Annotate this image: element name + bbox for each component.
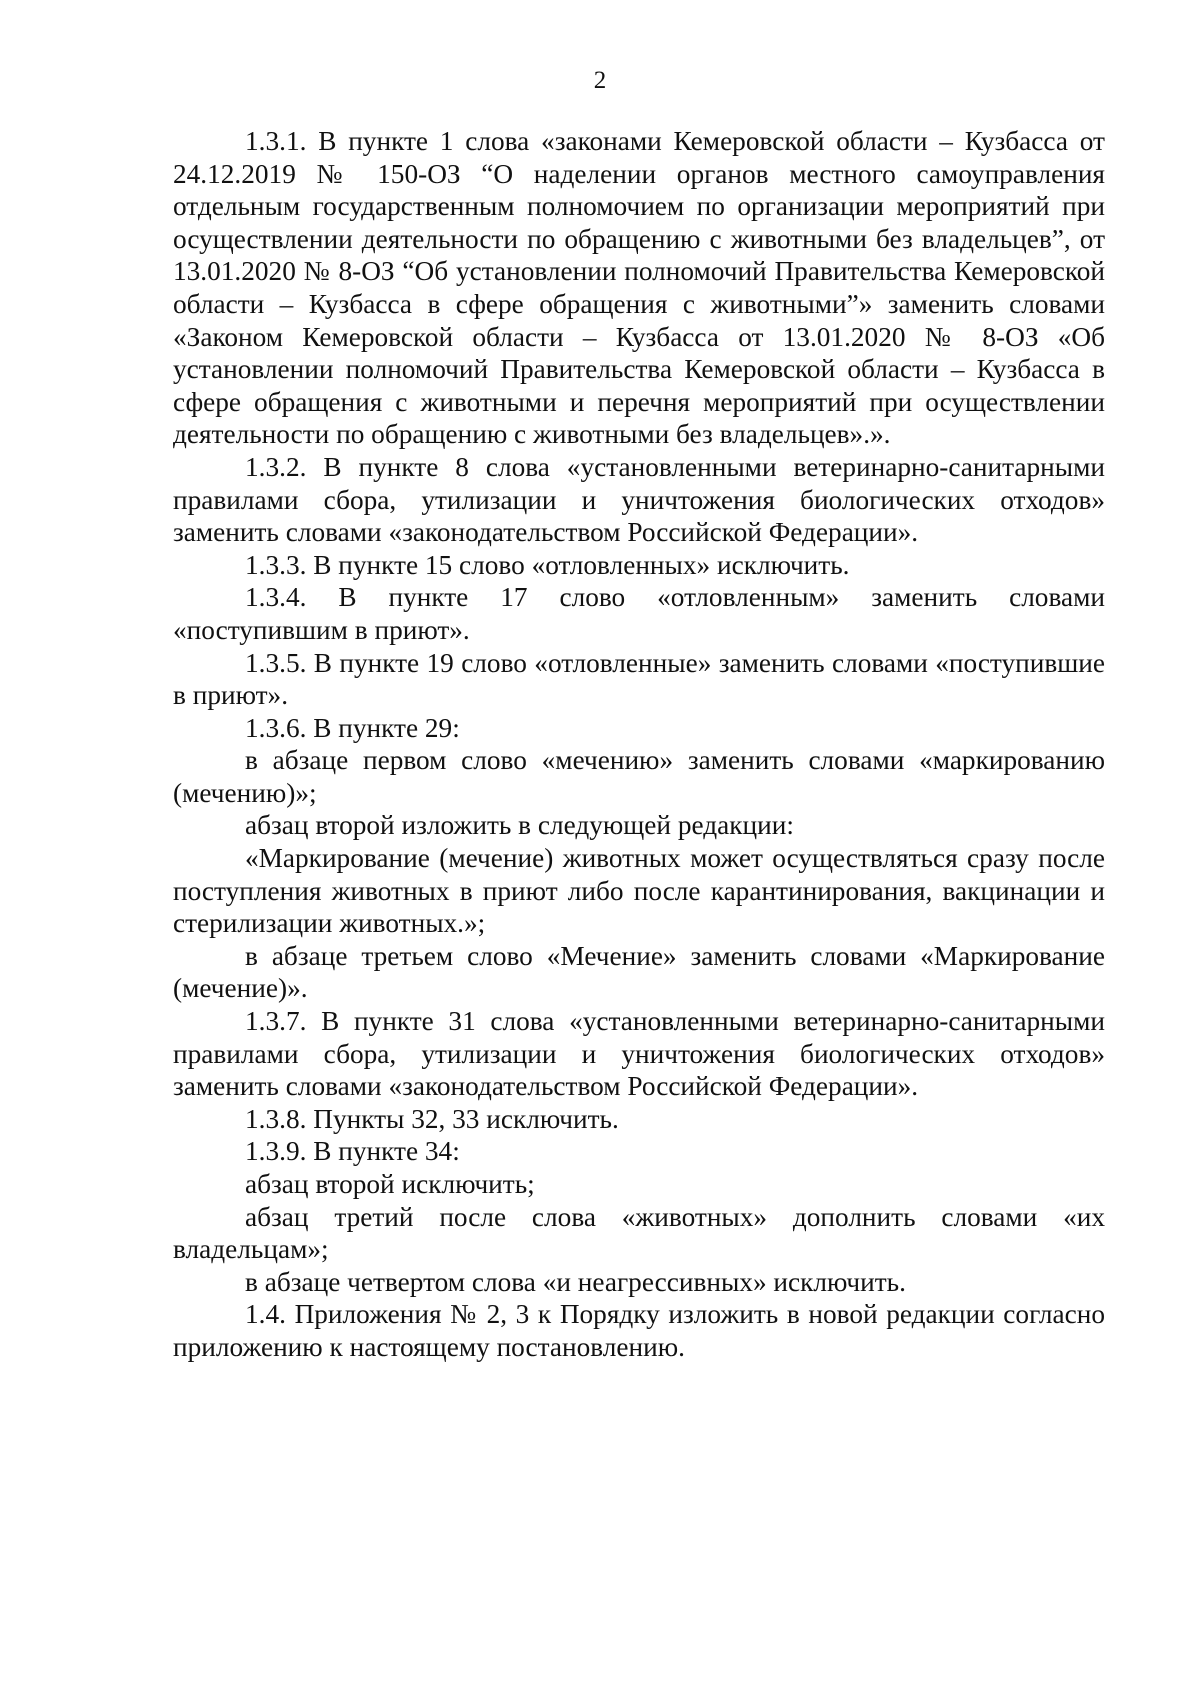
paragraph-1-3-1: 1.3.1. В пункте 1 слова «законами Кемеровской области – Кузбасса от 24.12.2019 № 150-ОЗ “О наделении органов местного самоуправления отдельным государственным полномочием по организации мероприятий при осуществлении деятельности по обращению с животными без владельцев”, от 13.01.2020 № 8-ОЗ “Об установлении полномочий Правительства Кемеровской области – Кузбасса в сфере обращения с животными”» заменить словами «Законом Кемеровской области – Кузбасса от 13.01.2020 № 8-ОЗ «Об установлении полномочий Правительства Кемеровской области – Кузбасса в сфере обращения с животными и перечня мероприятий при осуществлении деятельности по обращению с животными без владельцев».». [173, 126, 1105, 450]
paragraph-1-3-6-second-abzac: абзац второй изложить в следующей редакции: [245, 810, 794, 841]
page-number: 2 [593, 67, 607, 94]
paragraph-1-3-8: 1.3.8. Пункты 32, 33 исключить. [245, 1103, 619, 1134]
document-body [173, 125, 1105, 1364]
paragraph-1-3-2: 1.3.2. В пункте 8 слова «установленными ветеринарно-санитарными правилами сбора, утилизации и уничтожения биологических отходов» заменить словами «законодательством Российской Федерации». [173, 451, 1105, 548]
paragraph-1-3-4: 1.3.4. В пункте 17 слово «отловленным» заменить словами «поступившим в приют». [173, 582, 1105, 645]
paragraph-1-4: 1.4. Приложения № 2, 3 к Порядку изложить в новой редакции согласно приложению к настоящему постановлению. [173, 1299, 1105, 1362]
paragraph-1-3-9-second-abzac: абзац второй исключить; [245, 1169, 535, 1199]
paragraph-1-3-6-first-abzac: в абзаце первом слово «мечению» заменить словами «маркированию (мечению)»; [173, 745, 1105, 808]
paragraph-1-3-5: 1.3.5. В пункте 19 слово «отловленные» заменить словами «поступившие в приют». [173, 647, 1105, 711]
paragraph-1-3-9-third-abzac: абзац третий после слова «животных» дополнить словами «их владельцам»; [173, 1201, 1105, 1265]
paragraph-1-3-6: 1.3.6. В пункте 29: [245, 712, 460, 743]
paragraph-1-3-9: 1.3.9. В пункте 34: [245, 1136, 460, 1167]
paragraph-1-3-6-new-text: «Маркирование (мечение) животных может осуществляться сразу после поступления животных в приют либо после карантинирования, вакцинации и стерилизации животных.»; [173, 843, 1105, 939]
paragraph-1-3-7: 1.3.7. В пункте 31 слова «установленными ветеринарно-санитарными правилами сбора, утилизации и уничтожения биологических отходов» заменить словами «законодательством Российской Федерации». [173, 1006, 1105, 1102]
paragraph-1-3-9-fourth-abzac: в абзаце четвертом слова «и неагрессивных» исключить. [245, 1266, 906, 1297]
paragraph-1-3-6-third-abzac: в абзаце третьем слово «Мечение» заменить словами «Маркирование (мечение)». [173, 940, 1105, 1004]
paragraph-1-3-3: 1.3.3. В пункте 15 слово «отловленных» исключить. [245, 549, 850, 580]
